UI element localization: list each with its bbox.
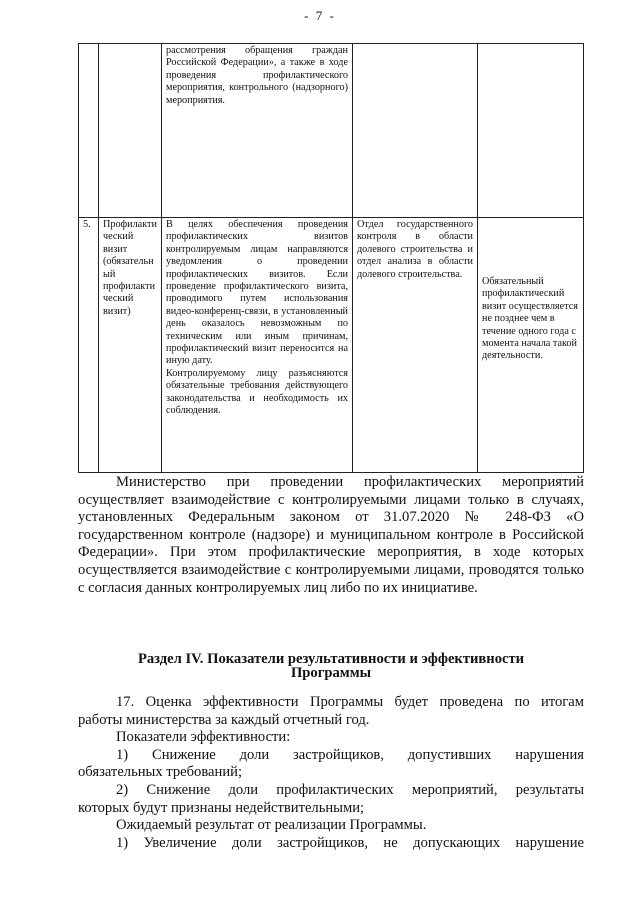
table-cell-frequency	[478, 44, 584, 218]
indicator-1-line: обязательных требований;	[78, 764, 243, 781]
indicator-1-line: 1) Снижение доли застройщиков, допустивших нарушения	[116, 746, 584, 763]
table-cell-number: 5.	[79, 218, 99, 473]
table-row	[79, 218, 584, 473]
indicator-2-line: которых будут признаны недействительными;	[78, 799, 365, 816]
table-cell-responsible	[353, 44, 478, 218]
expected-result-1-line: 1) Увеличение доли застройщиков, не допускающих нарушение	[116, 834, 584, 851]
section-heading-line: Раздел IV. Показатели результативности и эффективности	[137, 651, 525, 667]
table-cell-description: рассмотрения обращения граждан Российской Федерации», а также в ходе проведения профилактического мероприятия, контрольного (надзорного) мероприятия.	[162, 44, 353, 218]
paragraph-17-line: работы министерства за каждый отчетный год.	[78, 711, 370, 728]
section-heading-line: Программы	[290, 665, 372, 681]
table-row	[79, 44, 584, 218]
table-cell-description	[162, 218, 353, 473]
indicators-label: Показатели эффективности:	[116, 729, 291, 746]
table-cell-frequency: Обязательный профилактический визит осуществляется не позднее чем в течение одного года с момента начала такой деятельности.	[478, 218, 584, 473]
table-cell-name: Профилактический визит (обязательный профилактический визит)	[99, 218, 162, 473]
indicator-2-line: 2) Снижение доли профилактических мероприятий, результаты	[116, 781, 584, 798]
table-cell-name	[99, 44, 162, 218]
page-number: - 7 -	[304, 8, 336, 23]
paragraph-17-line: 17. Оценка эффективности Программы будет проведена по итогам	[116, 694, 584, 710]
section-heading	[78, 652, 584, 680]
paragraph-interaction: Министерство при проведении профилактических мероприятий осуществляет взаимодействие с контролируемыми лицами только в случаях, установленных Федеральным законом от 31.07.2020 № 248-ФЗ «О государственном контроле (надзоре) и муниципальном контроле в Российской Федерации». При этом профилактические мероприятия, в ходе которых осуществляется взаимодействие с контролируемыми лицами, проводятся только с согласия данных контролируемых лиц либо по их инициативе.	[78, 474, 584, 596]
description-paragraph: Контролируемому лицу разъясняются обязательные требования действующего законодательства и необходимость их соблюдения.	[166, 367, 348, 417]
table-cell-number	[79, 44, 99, 218]
expected-result-label: Ожидаемый результат от реализации Программы.	[116, 817, 427, 834]
prevention-measures-table	[78, 43, 584, 473]
description-paragraph: В целях обеспечения проведения профилактических визитов контролируемым лицам направляются уведомления о проведении профилактических визитов. Если проведение профилактического визита, проводимого путем использования видео-конференц-связи, в установленный день оказалось невозможным по техническим или иным причинам, профилактический визит переносится на иную дату.	[166, 219, 348, 367]
table-cell-responsible: Отдел государственного контроля в области долевого строительства и отдел анализа в области долевого строительства.	[353, 218, 478, 473]
efficiency-section-text	[78, 694, 584, 852]
